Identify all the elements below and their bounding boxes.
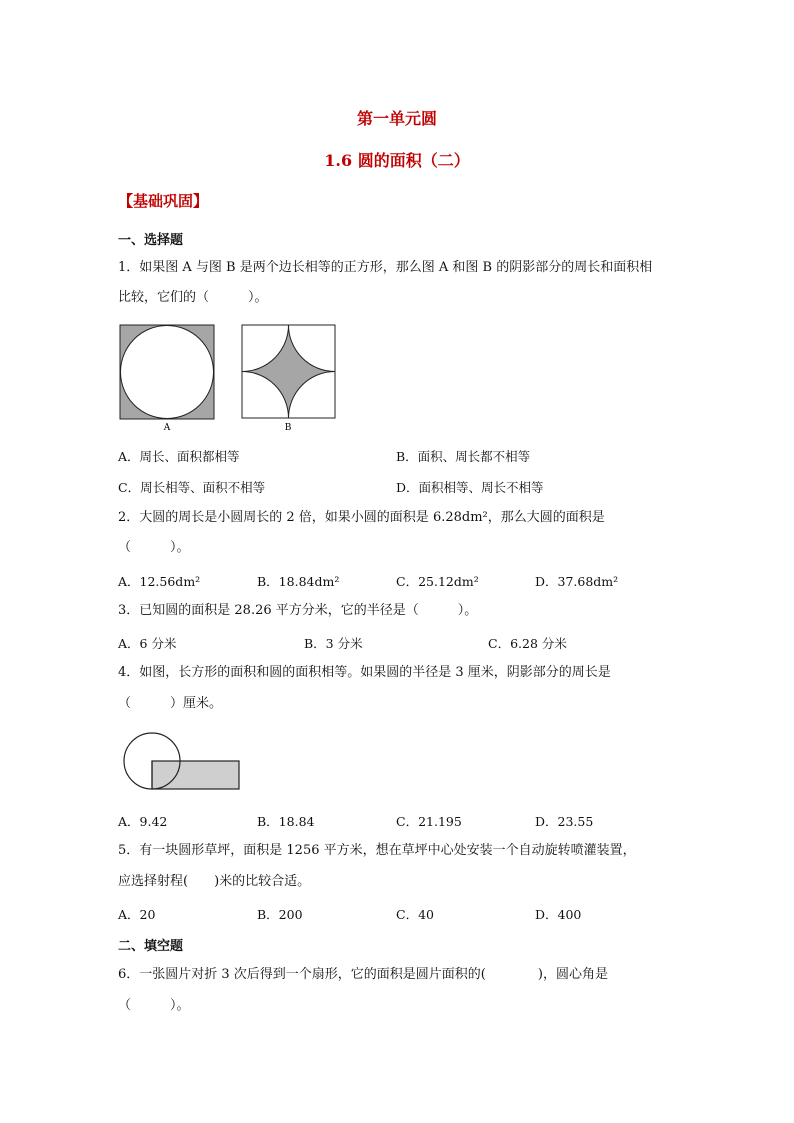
q1-figures <box>118 322 340 438</box>
q5-option-a[interactable]: A．20 <box>118 907 156 922</box>
q5-text-line1: 5．有一块圆形草坪，面积是 1256 平方米，想在草坪中心处安装一个自动旋转喷灌装置， <box>118 843 636 858</box>
q4-option-b[interactable]: B．18.84 <box>257 814 315 829</box>
figure-a-circle <box>121 326 214 419</box>
lesson-title: 1.6 圆的面积（二） <box>324 151 470 170</box>
part1-heading: 一、选择题 <box>118 233 184 248</box>
q5-option-d[interactable]: D．400 <box>535 907 582 922</box>
q6-text-line1: 6．一张圆片对折 3 次后得到一个扇形，它的面积是圆片面积的( )，圆心角是 <box>118 967 608 982</box>
q1-option-d[interactable]: D．面积相等、周长不相等 <box>396 480 544 495</box>
q1-option-b[interactable]: B．面积、周长都不相等 <box>396 449 531 464</box>
q1-option-c[interactable]: C．周长相等、面积不相等 <box>118 480 266 495</box>
figure-a-label: A <box>163 423 171 433</box>
q2-text-line2: （ ）。 <box>118 540 190 555</box>
q2-text-line1: 2．大圆的周长是小圆周长的 2 倍，如果小圆的面积是 6.28dm²，那么大圆的面积是 <box>118 510 605 525</box>
q4-text-line2: （ ）厘米。 <box>118 696 223 711</box>
q2-option-d[interactable]: D．37.68dm² <box>535 574 619 589</box>
q1-text-line2: 比较，它们的（ ）。 <box>118 290 268 305</box>
q3-option-b[interactable]: B．3 分米 <box>304 636 363 651</box>
q2-option-b[interactable]: B．18.84dm² <box>257 574 340 589</box>
q4-option-a[interactable]: A．9.42 <box>118 814 168 829</box>
q2-option-a[interactable]: A．12.56dm² <box>118 574 201 589</box>
q4-option-d[interactable]: D．23.55 <box>535 814 594 829</box>
figure-b-label: B <box>284 423 292 433</box>
q4-option-c[interactable]: C．21.195 <box>396 814 462 829</box>
q3-text-line1: 3．已知圆的面积是 28.26 平方分米，它的半径是（ ）。 <box>118 603 478 618</box>
q3-option-a[interactable]: A．6 分米 <box>118 636 177 651</box>
q1-text-line1: 1．如果图 A 与图 B 是两个边长相等的正方形，那么图 A 和图 B 的阴影部分的周长和面积相 <box>118 260 653 275</box>
q4-text-line1: 4．如图，长方形的面积和圆的面积相等。如果圆的半径是 3 厘米，阴影部分的周长是 <box>118 665 611 680</box>
q6-text-line2: （ ）。 <box>118 998 190 1013</box>
q1-option-a[interactable]: A．周长、面积都相等 <box>118 449 240 464</box>
unit-title: 第一单元圆 <box>356 109 437 128</box>
q2-option-c[interactable]: C．25.12dm² <box>396 574 479 589</box>
q4-shaded-rectangle <box>152 761 239 789</box>
q5-text-line2: 应选择射程( )米的比较合适。 <box>118 874 311 889</box>
q4-figure <box>118 728 248 794</box>
q5-option-b[interactable]: B．200 <box>257 907 303 922</box>
q5-option-c[interactable]: C．40 <box>396 907 434 922</box>
part2-heading: 二、填空题 <box>118 939 184 954</box>
section-title: 【基础巩固】 <box>118 192 209 210</box>
q3-option-c[interactable]: C．6.28 分米 <box>488 636 567 651</box>
